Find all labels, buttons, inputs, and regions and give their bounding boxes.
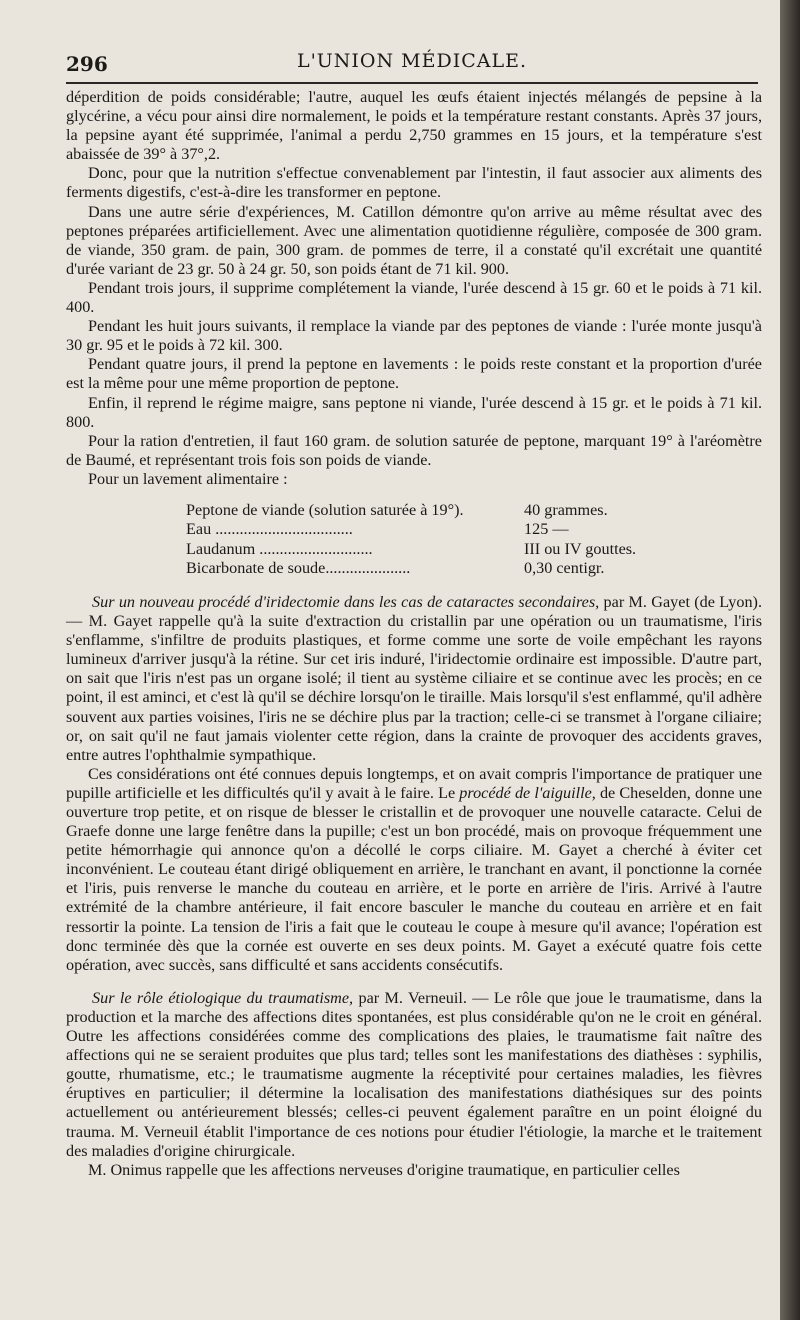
paragraph: Enfin, il reprend le régime maigre, sans peptone ni viande, l'urée descend à 15 gr. et le poids à 71 kil. 800. bbox=[66, 393, 762, 431]
text-emphasis: procédé de l'aiguille, bbox=[459, 783, 596, 802]
recipe-ingredient: Eau .................................. bbox=[186, 520, 353, 539]
paragraph: déperdition de poids considérable; l'autre, auquel les œufs étaient injectés mélangés de pepsine à la glycérine, a vécu pour ainsi dire normalement, le poids et la température restant constants. Après 37 jours, la pepsine ayant été supprimée, l'animal a perdu 2,750 grammes en 15 jours, et la température s'est abaissée de 39° à 37°,2. bbox=[66, 88, 762, 164]
paragraph: M. Onimus rappelle que les affections nerveuses d'origine traumatique, en particulier celles bbox=[88, 1160, 680, 1179]
paragraph: Pendant trois jours, il supprime complétement la viande, l'urée descend à 15 gr. 60 et le poids à 71 kil. 400. bbox=[66, 278, 762, 317]
recipe-quantity: 0,30 centigr. bbox=[524, 559, 605, 578]
section-title: Sur le rôle étiologique du traumatisme, bbox=[92, 988, 354, 1007]
section-author: par M. Gayet (de Lyon). bbox=[603, 592, 762, 611]
section-author: par M. Verneuil. bbox=[358, 988, 467, 1007]
recipe-quantity: 40 grammes. bbox=[524, 500, 608, 519]
section-text: — M. Gayet rappelle qu'à la suite d'extraction du cristallin par une opération ou un traumatisme, l'iris s'enflamme, s'infiltre de produits plastiques, et forme comme une sorte de voile empêchant les rayons lumineux d'arriver jusqu'à la rétine. Sur cet iris induré, l'iridectomie ordinaire est impossible. D'autre part, on sait que l'iris n'est pas un organe isolé; il tient au système ciliaire et se continue avec les procès; en ce point, il est aminci, et c'est là qu'il se déchire lorsqu'on le tiraille. Mais lorsqu'il s'est enflammé, qu'il adhère souvent aux parties voisines, l'iris ne se déchire plus par la traction; celle-ci se transmet à l'organe ciliaire; or, on sait qu'il ne faut jamais violenter cette région, dans la crainte de provoquer des accidents graves, entre autres l'ophthalmie sympathique. bbox=[66, 612, 762, 764]
paragraph: Pour la ration d'entretien, il faut 160 gram. de solution saturée de peptone, marquant 19° à l'aréomètre de Baumé, et représentant trois fois son poids de viande. bbox=[66, 431, 762, 469]
paragraph: Pendant les huit jours suivants, il remplace la viande par des peptones de viande : l'urée monte jusqu'à 30 gr. 95 et le poids à 72 kil. 300. bbox=[66, 317, 762, 355]
paragraph: Pendant quatre jours, il prend la peptone en lavements : le poids reste constant et la proportion d'urée est la même pour une même proportion de peptone. bbox=[66, 355, 762, 393]
page-header bbox=[66, 46, 758, 82]
recipe-ingredient: Bicarbonate de soude..................... bbox=[186, 559, 411, 578]
running-head: L'UNION MÉDICALE. bbox=[296, 50, 528, 72]
page-number: 296 bbox=[66, 52, 108, 76]
section-iridectomie bbox=[66, 593, 762, 765]
recipe-row bbox=[186, 540, 636, 560]
recipe-intro: Pour un lavement alimentaire : bbox=[88, 469, 288, 488]
recipe-row bbox=[186, 520, 636, 540]
page-edge-shadow bbox=[780, 0, 800, 1320]
recipe-quantity: 125 — bbox=[524, 520, 569, 539]
text-run: Ces considérations ont été connues depuis longtemps, et on avait compris l'importance de pratiquer une pupille artificielle et les difficultés qu'il y avait à le faire. Le bbox=[66, 764, 762, 802]
section-title: Sur un nouveau procédé d'iridectomie dans les cas de cataractes secondaires, bbox=[92, 592, 600, 611]
section-text: — Le rôle que joue le traumatisme, dans la production et la marche des affections dites spontanées, est plus considérable qu'on ne le croit en général. Outre les affections considérées comme des complications des plaies, le traumatisme fait naître des affections qui ne se seraient produites que plus tard; telles sont les manifestations des diathèses : syphilis, goutte, rhumatisme, etc.; le traumatisme augmente la réceptivité pour certaines maladies, les fièvres éruptives en particulier; il détermine la localisation des manifestations diathésiques sur des points actuellement ou antérieurement blessés; celles-ci peuvent également paraître en un point éloigné du trauma. M. Verneuil établit l'importance de ces notions pour étudier l'étiologie, la marche et le traitement des maladies d'origine chirurgicale. bbox=[66, 988, 763, 1160]
recipe-table bbox=[186, 501, 636, 579]
body-text bbox=[66, 88, 762, 1180]
recipe-quantity: III ou IV gouttes. bbox=[524, 539, 637, 558]
recipe-row bbox=[186, 501, 636, 521]
paragraph bbox=[66, 765, 762, 975]
recipe-row bbox=[186, 559, 636, 579]
header-rule bbox=[66, 82, 758, 84]
paragraph: Donc, pour que la nutrition s'effectue convenablement par l'intestin, il faut associer aux aliments des ferments digestifs, c'est-à-dire les transformer en peptone. bbox=[66, 164, 762, 202]
recipe-ingredient: Laudanum ............................ bbox=[186, 539, 373, 558]
paragraph: Dans une autre série d'expériences, M. Catillon démontre qu'on arrive au même résultat avec des peptones préparées artificiellement. Avec une alimentation quotidienne régulière, composée de 300 gram. de viande, 350 gram. de pain, 300 gram. de pommes de terre, il a constaté qu'il excrétait une quantité d'urée variant de 23 gr. 50 à 24 gr. 50, son poids étant de 71 kil. 900. bbox=[66, 202, 762, 278]
recipe-ingredient: Peptone de viande (solution saturée à 19°). bbox=[186, 500, 464, 519]
text-run: de Cheselden, donne une ouverture trop petite, et on risque de blesser le cristallin et de provoquer une nouvelle cataracte. Celui de Graefe donne une large fenêtre dans la pupille; c'est un bon procédé, mais on provoque fréquemment une petite hémorrhagie qui annonce qu'on a décollé le corps ciliaire. M. Gayet a cherché à éviter cet inconvénient. Le couteau étant dirigé obliquement en arrière, le tranchant en avant, il ponctionne la cornée et l'iris, puis renverse le manche du couteau en arrière, et le porte en arrière de l'iris. Arrivé à l'autre extrémité de la chambre antérieure, il fait encore basculer le manche du couteau en arrière et en fait ressortir la pointe. La tension de l'iris a fait que le couteau le coupe à mesure qu'il avance; l'opération est donc terminée dès que la cornée est ouverte en ses deux points. M. Gayet a exécuté quatre fois cette opération, avec succès, sans difficulté et sans accidents consécutifs. bbox=[66, 783, 763, 974]
section-traumatisme bbox=[66, 989, 762, 1161]
